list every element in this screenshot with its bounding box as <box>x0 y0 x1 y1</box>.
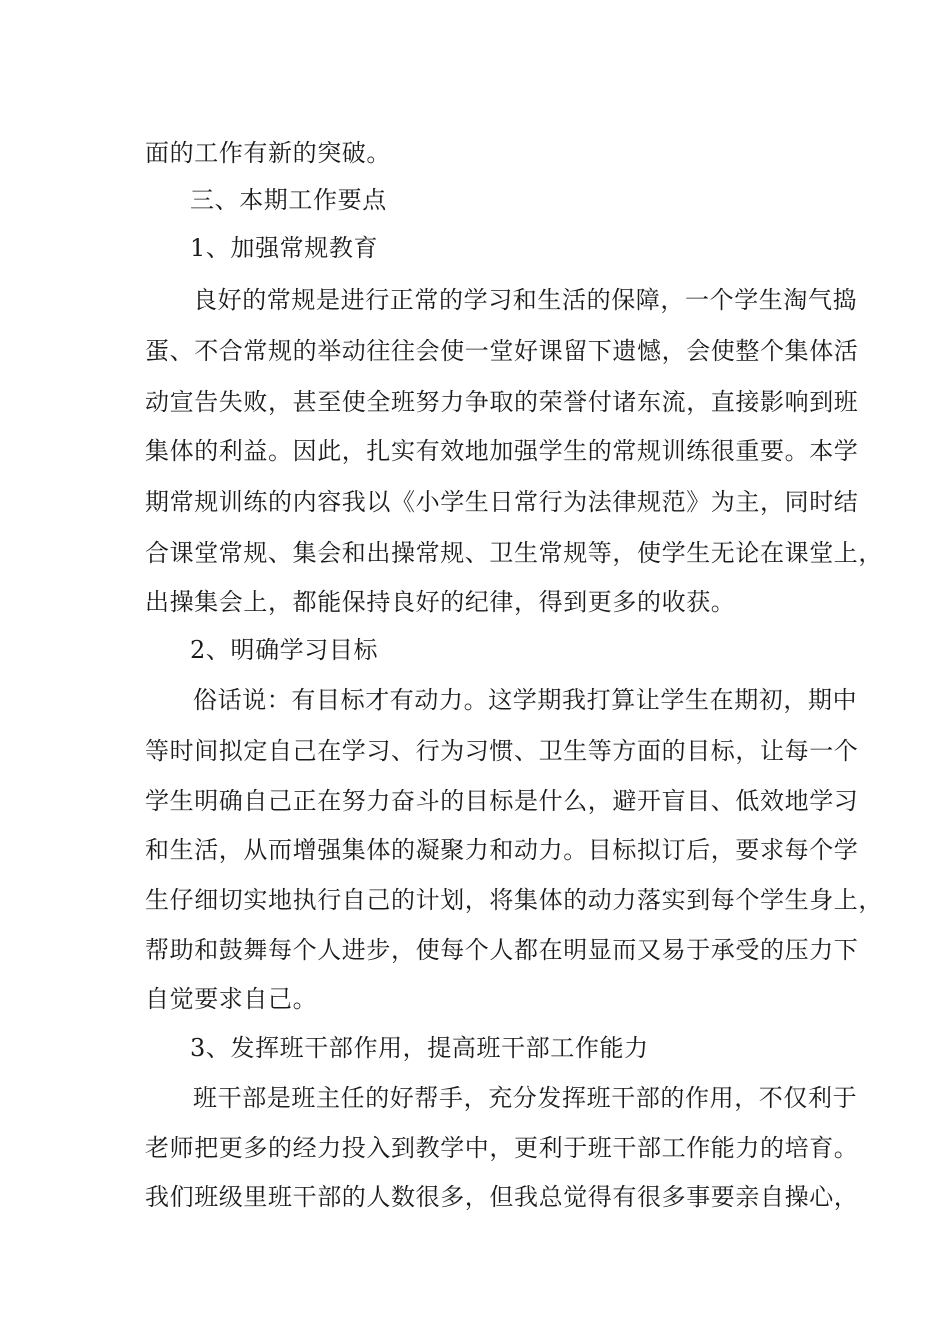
text-line: 生仔细切实地执行自己的计划，将集体的动力落实到每个学生身上， <box>145 886 883 914</box>
text-line: 自觉要求自己。 <box>145 985 318 1013</box>
text-line: 老师把更多的经力投入到教学中，更利于班干部工作能力的培育。 <box>145 1134 859 1162</box>
subsection-heading: 2、明确学习目标 <box>190 636 379 664</box>
text-line: 学生明确自己正在努力奋斗的目标是什么，避开盲目、低效地学习 <box>145 787 859 815</box>
paragraph-first-line: 良好的常规是进行正常的学习和生活的保障，一个学生淘气捣 <box>193 286 858 314</box>
text-line: 和生活，从而增强集体的凝聚力和动力。目标拟订后，要求每个学 <box>145 836 859 864</box>
text-line: 蛋、不合常规的举动往往会使一堂好课留下遗憾，会使整个集体活 <box>145 337 859 365</box>
text-line: 合课堂常规、集会和出操常规、卫生常规等，使学生无论在课堂上， <box>145 539 883 567</box>
subsection-heading: 1、加强常规教育 <box>190 234 379 262</box>
paragraph-first-line: 班干部是班主任的好帮手，充分发挥班干部的作用，不仅利于 <box>193 1084 858 1112</box>
text-line: 期常规训练的内容我以《小学生日常行为法律规范》为主，同时结 <box>145 488 859 516</box>
text-line: 集体的利益。因此，扎实有效地加强学生的常规训练很重要。本学 <box>145 437 859 465</box>
text-line: 面的工作有新的突破。 <box>145 139 391 167</box>
text-line: 帮助和鼓舞每个人进步，使每个人都在明显而又易于承受的压力下 <box>145 936 859 964</box>
paragraph-first-line: 俗话说：有目标才有动力。这学期我打算让学生在期初，期中 <box>193 686 858 714</box>
subsection-heading: 3、发挥班干部作用，提高班干部工作能力 <box>190 1034 649 1062</box>
text-line: 我们班级里班干部的人数很多，但我总觉得有很多事要亲自操心， <box>145 1183 859 1211</box>
text-line: 出操集会上，都能保持良好的纪律，得到更多的收获。 <box>145 588 736 616</box>
text-line: 动宣告失败，甚至使全班努力争取的荣誉付诸东流，直接影响到班 <box>145 388 859 416</box>
section-heading: 三、本期工作要点 <box>190 186 387 214</box>
text-line: 等时间拟定自己在学习、行为习惯、卫生等方面的目标，让每一个 <box>145 737 859 765</box>
